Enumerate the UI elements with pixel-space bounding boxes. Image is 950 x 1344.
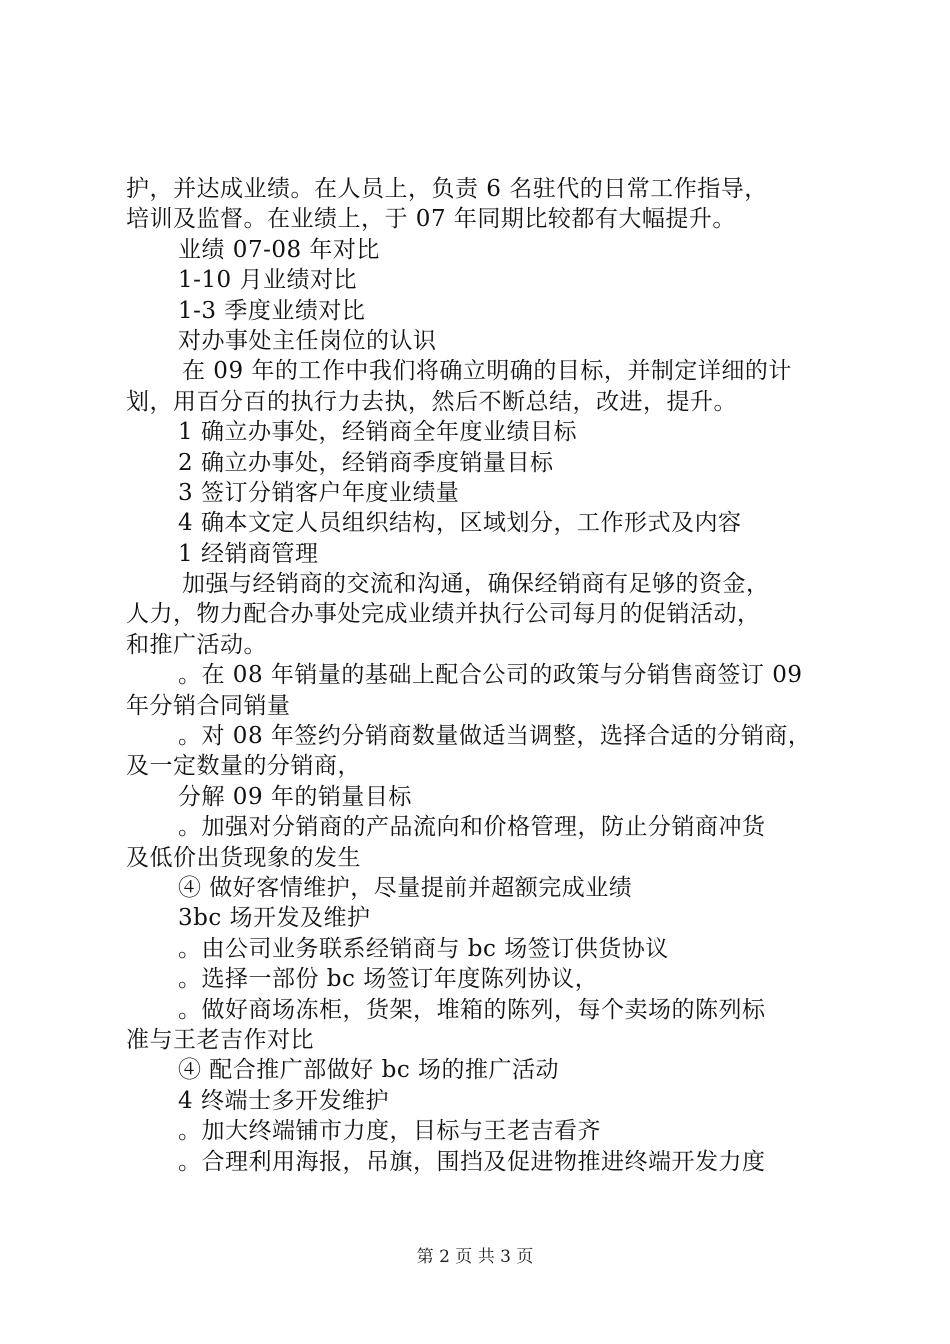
text-line: 1 经销商管理 xyxy=(178,540,319,567)
text-line: 护，并达成业绩。在人员上，负责 6 名驻代的日常工作指导， xyxy=(126,176,768,202)
text-line: 4 终端士多开发维护 xyxy=(178,1087,389,1114)
page-number-footer: 第 2 页 共 3 页 xyxy=(416,1247,534,1267)
text-line: 2 确立办事处，经销商季度销量目标 xyxy=(178,449,554,476)
text-line: 。由公司业务联系经销商与 bc 场签订供货协议 xyxy=(178,935,669,962)
text-line: 在 09 年的工作中我们将确立明确的目标，并制定详细的计 xyxy=(182,358,792,385)
text-line: 加强与经销商的交流和沟通，确保经销商有足够的资金， xyxy=(182,571,770,598)
text-line: ④ 做好客情维护，尽量提前并超额完成业绩 xyxy=(178,874,633,901)
text-line: 年分销合同销量 xyxy=(126,692,291,719)
text-line: 1 确立办事处，经销商全年度业绩目标 xyxy=(178,419,577,446)
text-line: 。做好商场冻柜，货架，堆箱的陈列，每个卖场的陈列标 xyxy=(178,996,766,1023)
text-line: 3 签订分销客户年度业绩量 xyxy=(178,479,460,506)
text-line: 划，用百分百的执行力去执，然后不断总结，改进，提升。 xyxy=(126,388,737,415)
body-text xyxy=(126,174,836,1177)
text-line: 人力，物力配合办事处完成业绩并执行公司每月的促销活动， xyxy=(126,601,761,628)
text-line: 3bc 场开发及维护 xyxy=(178,905,371,932)
text-line: 4 确本文定人员组织结构，区域划分，工作形式及内容 xyxy=(178,510,742,537)
text-line: 。对 08 年签约分销商数量做适当调整，选择合适的分销商， xyxy=(178,723,812,750)
text-line: 和推广活动。 xyxy=(126,631,267,658)
document-body xyxy=(126,174,836,1177)
text-line: 1-3 季度业绩对比 xyxy=(178,297,366,324)
text-line: 及低价出货现象的发生 xyxy=(126,844,361,871)
text-line: 准与王老吉作对比 xyxy=(126,1026,314,1053)
text-line: 。在 08 年销量的基础上配合公司的政策与分销售商签订 09 xyxy=(178,662,803,689)
text-line: 及一定数量的分销商， xyxy=(126,753,361,780)
text-line: 1-10 月业绩对比 xyxy=(178,267,357,294)
text-line: 业绩 07-08 年对比 xyxy=(178,236,380,263)
text-line: 对办事处主任岗位的认识 xyxy=(178,327,437,354)
text-line: ④ 配合推广部做好 bc 场的推广活动 xyxy=(178,1057,560,1084)
text-line: 分解 09 年的销量目标 xyxy=(178,783,412,810)
text-line: 。加大终端铺市力度，目标与王老吉看齐 xyxy=(178,1118,601,1145)
text-line: 。选择一部份 bc 场签订年度陈列协议， xyxy=(178,966,599,993)
text-line: 。合理利用海报，吊旗，围挡及促进物推进终端开发力度 xyxy=(178,1148,766,1175)
text-line: 。加强对分销商的产品流向和价格管理，防止分销商冲货 xyxy=(178,814,766,841)
text-line: 培训及监督。在业绩上，于 07 年同期比较都有大幅提升。 xyxy=(126,206,736,233)
